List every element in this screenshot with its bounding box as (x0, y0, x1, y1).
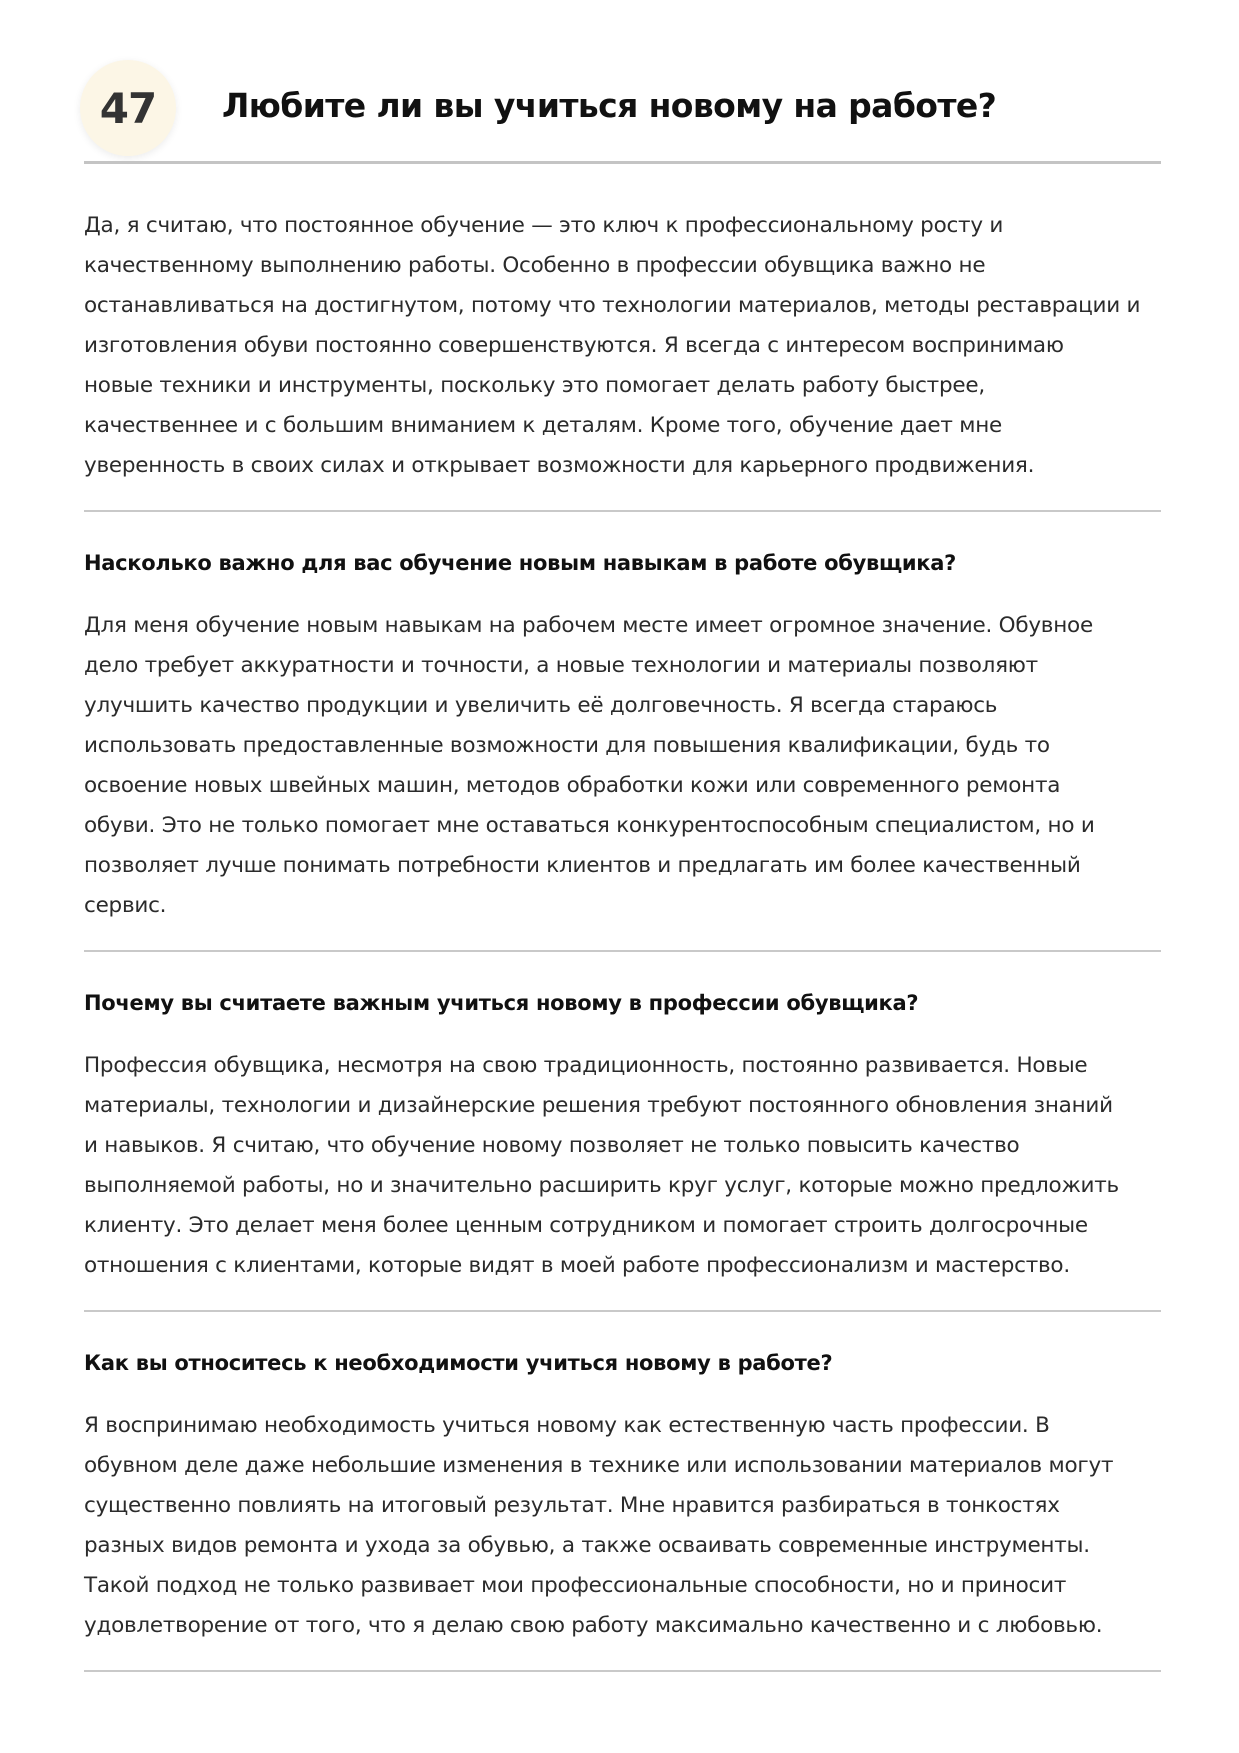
text-line: Для меня обучение новым навыкам на рабочем месте имеет огромное значение. Обувное (84, 613, 1093, 638)
section-answer (84, 578, 1161, 926)
intro-paragraph (84, 164, 1161, 486)
text-line: Такой подход не только развивает мои профессиональные способности, но и приносит (84, 1573, 1067, 1598)
question-number-badge: 47 (80, 60, 176, 156)
text-line: удовлетворение от того, что я делаю свою работу максимально качественно и с любовью. (84, 1613, 1103, 1638)
qa-section (84, 1312, 1161, 1672)
header-divider (84, 161, 1161, 164)
text-line: Я воспринимаю необходимость учиться новому как естественную часть профессии. В (84, 1413, 1050, 1438)
text-line: обуви. Это не только помогает мне оставаться конкурентоспособным специалистом, но и (84, 813, 1095, 838)
text-line: и навыков. Я считаю, что обучение новому позволяет не только повысить качество (84, 1133, 1020, 1158)
text-line: позволяет лучше понимать потребности клиентов и предлагать им более качественный (84, 853, 1081, 878)
text-line: останавливаться на достигнутом, потому что технологии материалов, методы реставрации и (84, 293, 1141, 318)
section-question: Почему вы считаете важным учиться новому в профессии обувщика? (84, 991, 919, 1015)
section-question: Как вы относитесь к необходимости учиться новому в работе? (84, 1351, 833, 1375)
page-title: Любите ли вы учиться новому на работе? (222, 86, 997, 125)
text-line: дело требует аккуратности и точности, а новые технологии и материалы позволяют (84, 653, 1038, 678)
text-line: уверенность в своих силах и открывает возможности для карьерного продвижения. (84, 453, 1035, 478)
text-line: существенно повлиять на итоговый результат. Мне нравится разбираться в тонкостях (84, 1493, 1060, 1518)
text-line: освоение новых швейных машин, методов обработки кожи или современного ремонта (84, 773, 1061, 798)
section-divider (84, 1670, 1161, 1672)
text-line: выполняемой работы, но и значительно расширить круг услуг, которые можно предложить (84, 1173, 1119, 1198)
text-line: сервис. (84, 893, 167, 918)
section-answer (84, 1378, 1161, 1646)
text-line: изготовления обуви постоянно совершенствуются. Я всегда с интересом воспринимаю (84, 333, 1064, 358)
text-line: качественнее и с большим вниманием к деталям. Кроме того, обучение дает мне (84, 413, 1002, 438)
section-question: Насколько важно для вас обучение новым навыкам в работе обувщика? (84, 551, 956, 575)
text-line: качественному выполнению работы. Особенно в профессии обувщика важно не (84, 253, 986, 278)
text-line: материалы, технологии и дизайнерские решения требуют постоянного обновления знаний (84, 1093, 1113, 1118)
text-line: Да, я считаю, что постоянное обучение — это ключ к профессиональному росту и (84, 213, 1004, 238)
section-answer (84, 1018, 1161, 1286)
text-line: улучшить качество продукции и увеличить её долговечность. Я всегда стараюсь (84, 693, 998, 718)
text-line: новые техники и инструменты, поскольку это помогает делать работу быстрее, (84, 373, 985, 398)
page-header (84, 0, 1161, 164)
qa-section (84, 952, 1161, 1312)
text-line: обувном деле даже небольшие изменения в технике или использовании материалов могут (84, 1453, 1114, 1478)
text-line: клиенту. Это делает меня более ценным сотрудником и помогает строить долгосрочные (84, 1213, 1088, 1238)
text-line: Профессия обувщика, несмотря на свою традиционность, постоянно развивается. Новые (84, 1053, 1088, 1078)
qa-section (84, 512, 1161, 952)
text-line: отношения с клиентами, которые видят в моей работе профессионализм и мастерство. (84, 1253, 1070, 1278)
document-page (84, 0, 1161, 1672)
text-line: разных видов ремонта и ухода за обувью, а также осваивать современные инструменты. (84, 1533, 1090, 1558)
text-line: использовать предоставленные возможности для повышения квалификации, будь то (84, 733, 1050, 758)
